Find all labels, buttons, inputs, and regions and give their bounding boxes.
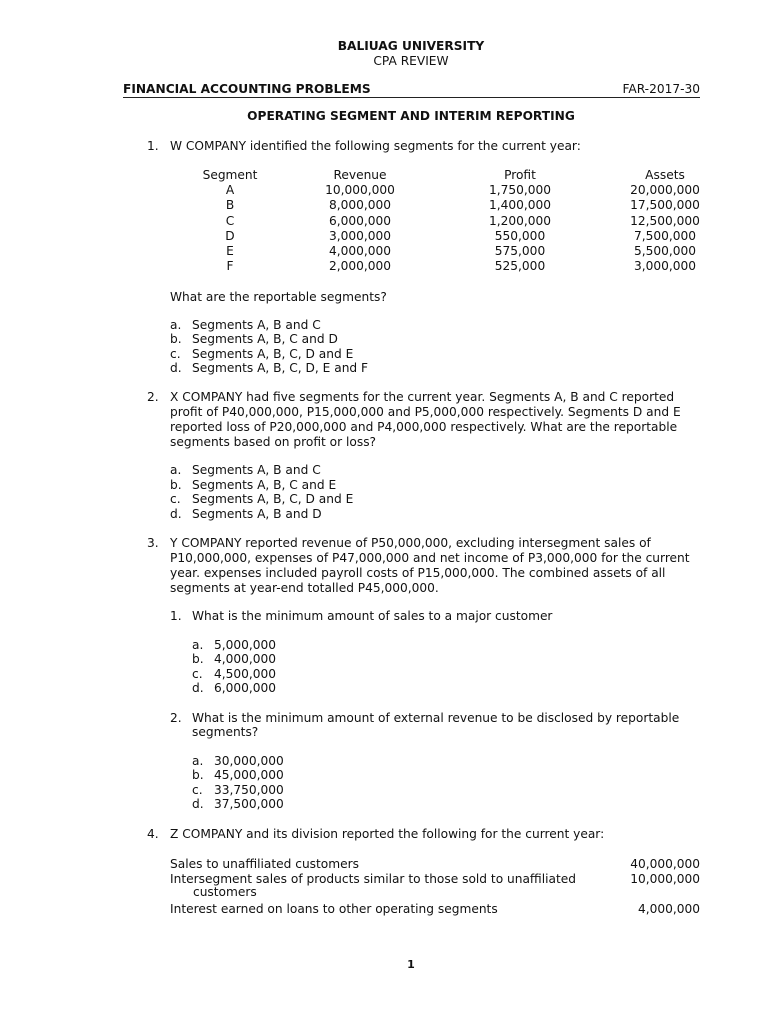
course-code: FAR-2017-30 (622, 82, 700, 96)
table-cell: B (225, 198, 235, 213)
option-text: 5,000,000 (214, 638, 277, 652)
segment-table (195, 168, 745, 274)
q3-line-4: segments at year-end totalled P45,000,000. (170, 581, 439, 595)
header-divider (123, 97, 700, 98)
option-text: 30,000,000 (214, 754, 284, 768)
option-text: 45,000,000 (214, 768, 284, 782)
q3-line-3: year. expenses included payroll costs of P15,000,000. The combined assets of all (170, 566, 666, 580)
option-text: 37,500,000 (214, 797, 284, 811)
university-name: BALIUAG UNIVERSITY (337, 39, 485, 53)
q4-number: 4. (147, 827, 159, 841)
q3-sub2-option-a (192, 754, 284, 769)
table-cell: 10,000,000 (325, 183, 395, 198)
q3-sub2-option-b (192, 768, 284, 783)
option-letter: b. (170, 332, 182, 346)
q1-option-d (170, 361, 368, 376)
q4-item-amount: 10,000,000 (630, 872, 700, 886)
q3-line-2: P10,000,000, expenses of P47,000,000 and net income of P3,000,000 for the current (170, 551, 690, 565)
q3-sub1-option-c (192, 667, 276, 682)
option-text: Segments A, B and C (192, 463, 321, 477)
q4-item-amount: 4,000,000 (637, 902, 700, 916)
option-text: 6,000,000 (214, 681, 277, 695)
table-row (195, 214, 745, 229)
option-text: Segments A, B, C, D and E (192, 347, 354, 361)
table-cell: 5,500,000 (633, 244, 697, 259)
option-text: Segments A, B, C and D (192, 332, 338, 346)
option-letter: d. (192, 797, 204, 811)
q2-line-4: segments based on profit or loss? (170, 435, 377, 449)
table-cell: 4,000,000 (328, 244, 392, 259)
q1-number: 1. (147, 139, 159, 153)
q3-sub1-option-d (192, 681, 276, 696)
table-cell: C (225, 213, 235, 228)
q3-sub1-number: 1. (170, 609, 182, 623)
option-letter: a. (192, 754, 204, 768)
option-letter: b. (170, 478, 182, 492)
option-letter: d. (170, 507, 182, 521)
table-cell: 3,000,000 (328, 228, 392, 243)
table-cell: 20,000,000 (630, 183, 700, 198)
table-cell: D (225, 228, 235, 243)
q3-sub1-option-a (192, 638, 276, 653)
q2-option-b (170, 478, 336, 493)
table-cell: 2,000,000 (328, 259, 392, 274)
option-text: Segments A, B and C (192, 318, 321, 332)
option-letter: d. (170, 361, 182, 375)
q4-item-label: Interest earned on loans to other operating segments (170, 902, 498, 916)
q3-sub2-option-d (192, 797, 284, 812)
option-letter: a. (170, 463, 182, 477)
table-cell: 550,000 (494, 228, 546, 243)
q2-option-a (170, 463, 321, 478)
table-cell: 1,750,000 (488, 183, 552, 198)
q3-sub1-option-b (192, 652, 276, 667)
q2-option-c (170, 492, 353, 507)
table-cell: 1,200,000 (488, 213, 552, 228)
q2-option-d (170, 507, 322, 522)
q2-line-1: X COMPANY had five segments for the current year. Segments A, B and C reported (170, 390, 675, 404)
q4-item-label: Intersegment sales of products similar to those sold to unaffiliated (170, 872, 576, 886)
option-letter: a. (170, 318, 182, 332)
table-cell: 8,000,000 (328, 198, 392, 213)
option-text: Segments A, B and D (192, 507, 322, 521)
table-header-row (195, 168, 745, 183)
table-row (195, 229, 745, 244)
q4-item-label: Sales to unaffiliated customers (170, 857, 359, 871)
q2-line-2: profit of P40,000,000, P15,000,000 and P5,000,000 respectively. Segments D and E (170, 405, 681, 419)
table-cell: 575,000 (494, 244, 546, 259)
q3-number: 3. (147, 536, 159, 550)
option-text: 4,000,000 (214, 652, 277, 666)
option-letter: c. (192, 667, 203, 681)
option-letter: a. (192, 638, 204, 652)
option-text: 4,500,000 (214, 667, 277, 681)
option-text: Segments A, B, C and E (192, 478, 337, 492)
option-letter: c. (170, 347, 181, 361)
topic-title: OPERATING SEGMENT AND INTERIM REPORTING (247, 109, 575, 123)
q3-sub2-line-2: segments? (192, 725, 259, 739)
table-row (195, 259, 745, 274)
q3-sub2-line-1: What is the minimum amount of external revenue to be disclosed by reportable (192, 711, 680, 725)
q1-option-c (170, 347, 353, 362)
q4-item-amount: 40,000,000 (630, 857, 700, 871)
page-number: 1 (407, 958, 415, 971)
table-cell: 3,000,000 (633, 259, 697, 274)
table-cell: 12,500,000 (630, 213, 700, 228)
col-segment: Segment (202, 168, 258, 182)
q1-question: What are the reportable segments? (170, 290, 387, 304)
option-text: 33,750,000 (214, 783, 284, 797)
table-row (195, 183, 745, 198)
q3-sub2-option-c (192, 783, 284, 798)
table-row (195, 198, 745, 213)
table-cell: 6,000,000 (328, 213, 392, 228)
option-letter: c. (170, 492, 181, 506)
table-cell: 7,500,000 (633, 228, 697, 243)
q4-item-label-cont: customers (193, 885, 257, 899)
table-cell: A (225, 183, 235, 198)
table-cell: 17,500,000 (630, 198, 700, 213)
option-letter: c. (192, 783, 203, 797)
option-text: Segments A, B, C, D and E (192, 492, 354, 506)
q1-option-a (170, 318, 321, 333)
q1-text: W COMPANY identified the following segments for the current year: (170, 139, 581, 153)
q2-number: 2. (147, 390, 159, 404)
table-cell: F (226, 259, 234, 274)
option-letter: d. (192, 681, 204, 695)
q3-line-1: Y COMPANY reported revenue of P50,000,000, excluding intersegment sales of (170, 536, 651, 550)
col-assets: Assets (645, 168, 685, 182)
col-profit: Profit (504, 168, 536, 182)
table-cell: 1,400,000 (488, 198, 552, 213)
option-letter: b. (192, 768, 204, 782)
col-revenue: Revenue (333, 168, 387, 182)
q1-option-b (170, 332, 338, 347)
table-cell: E (226, 244, 234, 259)
option-letter: b. (192, 652, 204, 666)
q2-line-3: reported loss of P20,000,000 and P4,000,000 respectively. What are the reportable (170, 420, 678, 434)
q3-sub2-number: 2. (170, 711, 182, 725)
program-name: CPA REVIEW (373, 54, 449, 68)
table-row (195, 244, 745, 259)
q4-text: Z COMPANY and its division reported the following for the current year: (170, 827, 605, 841)
table-cell: 525,000 (494, 259, 546, 274)
course-title: FINANCIAL ACCOUNTING PROBLEMS (123, 82, 371, 96)
option-text: Segments A, B, C, D, E and F (192, 361, 369, 375)
q3-sub1-text: What is the minimum amount of sales to a major customer (192, 609, 553, 623)
